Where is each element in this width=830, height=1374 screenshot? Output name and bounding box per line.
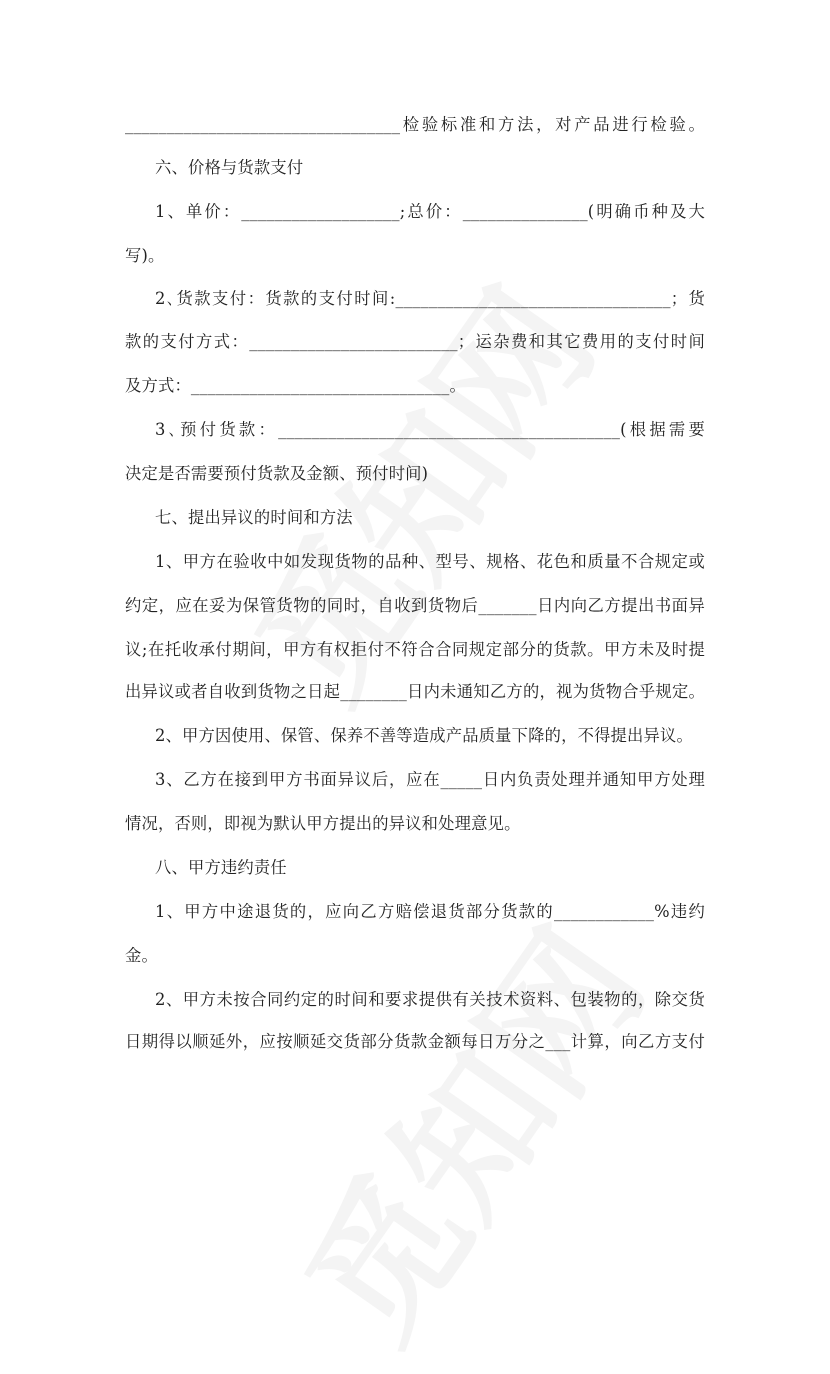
- text-line: 写)。: [125, 246, 165, 265]
- paragraph-start-line: 八、甲方违约责任: [155, 858, 287, 877]
- text-line: 决定是否需要预付货款及金额、预付时间): [125, 464, 429, 483]
- paragraph-start-line: 六、价格与货款支付: [155, 158, 304, 177]
- paragraph-start-line: 2、甲方因使用、保管、保养不善等造成产品质量下降的，不得提出异议。: [155, 726, 693, 745]
- text-line: 情况，否则，即视为默认甲方提出的异议和处理意见。: [125, 814, 521, 833]
- text-line: 约定，应在妥为保管货物的同时，自收到货物后_______日内向乙方提出书面异: [125, 596, 705, 615]
- text-line: 金。: [125, 946, 158, 965]
- paragraph-start-line: 1、甲方在验收中如发现货物的品种、型号、规格、花色和质量不合规定或: [155, 552, 705, 571]
- text-line: 日期得以顺延外，应按顺延交货部分货款金额每日万分之___计算，向乙方支付: [125, 1032, 705, 1051]
- text-line: 及方式：_______________________________。: [125, 376, 466, 395]
- paragraph-start-line: 1、单价：___________________;总价：_______________(明确币种及大: [155, 202, 705, 221]
- paragraph-start-line: 3､预付货款：_________________________________________(根据需要: [155, 420, 705, 439]
- paragraph-start-line: 2､货款支付：货款的支付时间:_________________________________；货: [155, 289, 705, 308]
- text-line: 款的支付方式：_________________________；运杂费和其它费用的支付时间: [125, 332, 705, 351]
- paragraph-start-line: 3、乙方在接到甲方书面异议后，应在_____日内负责处理并通知甲方处理: [155, 770, 705, 789]
- paragraph-start-line: 七、提出异议的时间和方法: [155, 508, 353, 527]
- text-line: _________________________________检验标准和方法，对产品进行检验。: [125, 115, 705, 134]
- text-line: 议;在托收承付期间，甲方有权拒付不符合合同规定部分的货款。甲方未及时提: [125, 640, 705, 659]
- paragraph-start-line: 1、甲方中途退货的，应向乙方赔偿退货部分货款的____________%违约: [155, 902, 705, 921]
- text-line: 出异议或者自收到货物之日起________日内未通知乙方的，视为货物合乎规定。: [125, 682, 705, 701]
- paragraph-start-line: 2、甲方未按合同约定的时间和要求提供有关技术资料、包装物的，除交货: [155, 990, 705, 1009]
